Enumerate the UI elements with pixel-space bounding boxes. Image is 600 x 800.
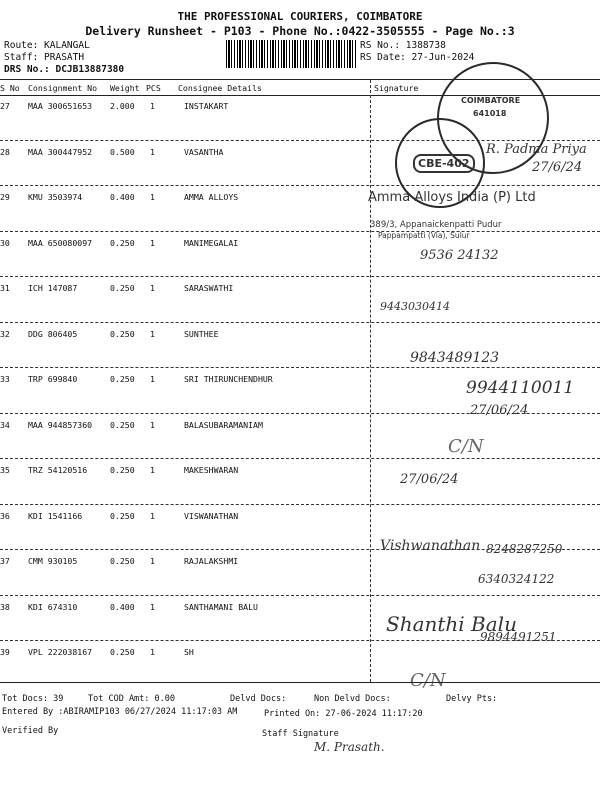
- handwritten-phone-36: 8248287250: [486, 542, 563, 556]
- handwritten-phone-38: 9894491251: [480, 630, 557, 644]
- barcode: [226, 40, 356, 68]
- row-weight: 0.250: [110, 419, 135, 430]
- runsheet-subtitle: Delivery Runsheet - P103 - Phone No.:0422-3505555 - Page No.:3: [85, 24, 515, 38]
- staff-signature-label: Staff Signature: [262, 729, 339, 739]
- row-divider: [0, 185, 600, 186]
- handwritten-phone-31: 9443030414: [380, 300, 450, 313]
- total-cod-amount: Tot COD Amt: 0.00: [88, 694, 175, 704]
- col-consignee: Consignee Details: [178, 83, 262, 93]
- delivery-points: Delvy Pts:: [446, 694, 498, 704]
- printed-on: Printed On: 27-06-2024 11:17:20: [264, 709, 423, 719]
- row-consignment-no: MAA 944857360: [28, 419, 93, 430]
- verified-by: Verified By: [2, 726, 59, 736]
- row-consignment-no: CMM 930105: [28, 556, 78, 566]
- row-sno: 33: [0, 374, 10, 384]
- company-stamp-address-2: Pappampatti (Via), Sulur: [378, 231, 470, 240]
- handwritten-phone-30: 9536 24132: [420, 248, 499, 263]
- handwritten-signature-36: Vishwanathan: [380, 538, 481, 554]
- row-divider: [0, 458, 600, 459]
- handwritten-date-33: 27/06/24: [470, 403, 529, 418]
- row-consignee: SARASWATHI: [184, 283, 234, 293]
- col-sno: S No: [0, 83, 20, 93]
- row-consignee: VISWANATHAN: [184, 510, 239, 521]
- row-sno: 29: [0, 192, 10, 202]
- row-divider: [0, 322, 600, 323]
- row-consignment-no: MAA 300447952: [28, 146, 93, 157]
- row-consignee: RAJALAKSHMI: [184, 556, 239, 566]
- row-weight: 0.250: [110, 647, 135, 657]
- company-stamp-address: 389/3, Appanaickenpatti Pudur: [370, 220, 502, 230]
- row-weight: 0.250: [110, 465, 135, 475]
- handwritten-phone-37: 6340324122: [478, 572, 555, 586]
- row-pcs: 1: [150, 283, 155, 293]
- row-pcs: 1: [150, 192, 155, 202]
- row-consignment-no: VPL 222038167: [28, 647, 93, 657]
- stamp-pin: 641018: [473, 109, 507, 118]
- non-delivered-docs: Non Delvd Docs:: [314, 694, 391, 704]
- row-consignee: MAKESHWARAN: [184, 465, 239, 475]
- signature-divider: [370, 80, 371, 682]
- row-divider: [0, 595, 600, 596]
- row-weight: 0.400: [110, 601, 135, 612]
- row-weight: 0.400: [110, 192, 135, 202]
- row-sno: 39: [0, 647, 10, 657]
- row-weight: 0.250: [110, 510, 135, 521]
- row-pcs: 1: [150, 556, 155, 566]
- row-pcs: 1: [150, 419, 155, 430]
- row-consignee: SH: [184, 647, 194, 657]
- entered-by: Entered By :ABIRAMIP103 06/27/2024 11:17:03 AM: [2, 707, 238, 717]
- col-weight: Weight: [110, 83, 140, 93]
- row-weight: 0.250: [110, 283, 135, 293]
- row-pcs: 1: [150, 146, 155, 157]
- row-divider: [0, 231, 600, 232]
- row-weight: 0.250: [110, 237, 135, 248]
- stamp-branch-code: CBE-402: [413, 154, 475, 173]
- handwritten-phone-33: 9944110011: [466, 378, 575, 398]
- row-sno: 30: [0, 237, 10, 248]
- row-consignee: AMMA ALLOYS: [184, 192, 239, 202]
- row-consignment-no: KDI 674310: [28, 601, 78, 612]
- footer-rule: [0, 682, 600, 683]
- row-consignment-no: DDG 806405: [28, 328, 78, 339]
- delivered-docs: Delvd Docs:: [230, 694, 287, 704]
- total-docs: Tot Docs: 39: [2, 694, 64, 704]
- row-weight: 0.250: [110, 328, 135, 339]
- staff-signature: M. Prasath.: [314, 740, 385, 754]
- route-label: Route: KALANGAL: [4, 40, 90, 51]
- row-sno: 27: [0, 101, 10, 111]
- row-consignee: MANIMEGALAI: [184, 237, 239, 248]
- row-sno: 38: [0, 601, 10, 612]
- row-sno: 36: [0, 510, 10, 521]
- row-weight: 0.500: [110, 146, 135, 157]
- row-consignee: VASANTHA: [184, 146, 224, 157]
- company-stamp-text: Amma Alloys India (P) Ltd: [368, 190, 536, 205]
- row-pcs: 1: [150, 237, 155, 248]
- rs-date: RS Date: 27-Jun-2024: [360, 52, 475, 63]
- row-pcs: 1: [150, 510, 155, 521]
- row-consignment-no: TRZ 54120516: [28, 465, 88, 475]
- row-divider: [0, 367, 600, 368]
- handwritten-signature-38: Shanthi Balu: [386, 612, 517, 636]
- col-pcs: PCS: [146, 83, 161, 93]
- row-sno: 32: [0, 328, 10, 339]
- row-consignment-no: KMU 3503974: [28, 192, 83, 202]
- row-sno: 35: [0, 465, 10, 475]
- drs-number: DRS No.: DCJB13887380: [4, 64, 125, 75]
- row-consignee: SRI THIRUNCHENDHUR: [184, 374, 273, 384]
- row-sno: 28: [0, 146, 10, 157]
- row-weight: 0.250: [110, 556, 135, 566]
- row-consignee: SUNTHEE: [184, 328, 219, 339]
- row-consignment-no: ICH 147087: [28, 283, 78, 293]
- row-pcs: 1: [150, 647, 155, 657]
- row-consignment-no: TRP 699840: [28, 374, 78, 384]
- company-title: THE PROFESSIONAL COURIERS, COIMBATORE: [177, 10, 423, 23]
- stamp-city: COIMBATORE: [461, 96, 521, 105]
- row-consignee: BALASUBARAMANIAM: [184, 419, 263, 430]
- row-sno: 34: [0, 419, 10, 430]
- row-divider: [0, 276, 600, 277]
- row-sno: 31: [0, 283, 10, 293]
- handwritten-date-35: 27/06/24: [400, 472, 459, 487]
- handwritten-signature-1: R. Padma Priya: [486, 142, 587, 157]
- handwritten-cn-2: C/N: [410, 670, 446, 691]
- handwritten-phone-32: 9843489123: [410, 350, 500, 366]
- rs-number: RS No.: 1388738: [360, 40, 446, 51]
- row-consignee: INSTAKART: [184, 101, 229, 111]
- row-pcs: 1: [150, 101, 155, 111]
- row-consignment-no: MAA 650080097: [28, 237, 93, 248]
- handwritten-date-1: 27/6/24: [532, 160, 583, 175]
- row-weight: 2.000: [110, 101, 135, 111]
- handwritten-cn-1: C/N: [448, 436, 484, 457]
- staff-label: Staff: PRASATH: [4, 52, 85, 63]
- col-signature: Signature: [374, 83, 419, 93]
- row-pcs: 1: [150, 465, 155, 475]
- row-divider: [0, 504, 600, 505]
- row-weight: 0.250: [110, 374, 135, 384]
- row-consignee: SANTHAMANI BALU: [184, 601, 258, 612]
- row-consignment-no: KDI 1541166: [28, 510, 83, 521]
- col-consignment: Consignment No: [28, 83, 98, 93]
- row-pcs: 1: [150, 601, 155, 612]
- row-pcs: 1: [150, 328, 155, 339]
- row-pcs: 1: [150, 374, 155, 384]
- row-consignment-no: MAA 300651653: [28, 101, 93, 111]
- row-sno: 37: [0, 556, 10, 566]
